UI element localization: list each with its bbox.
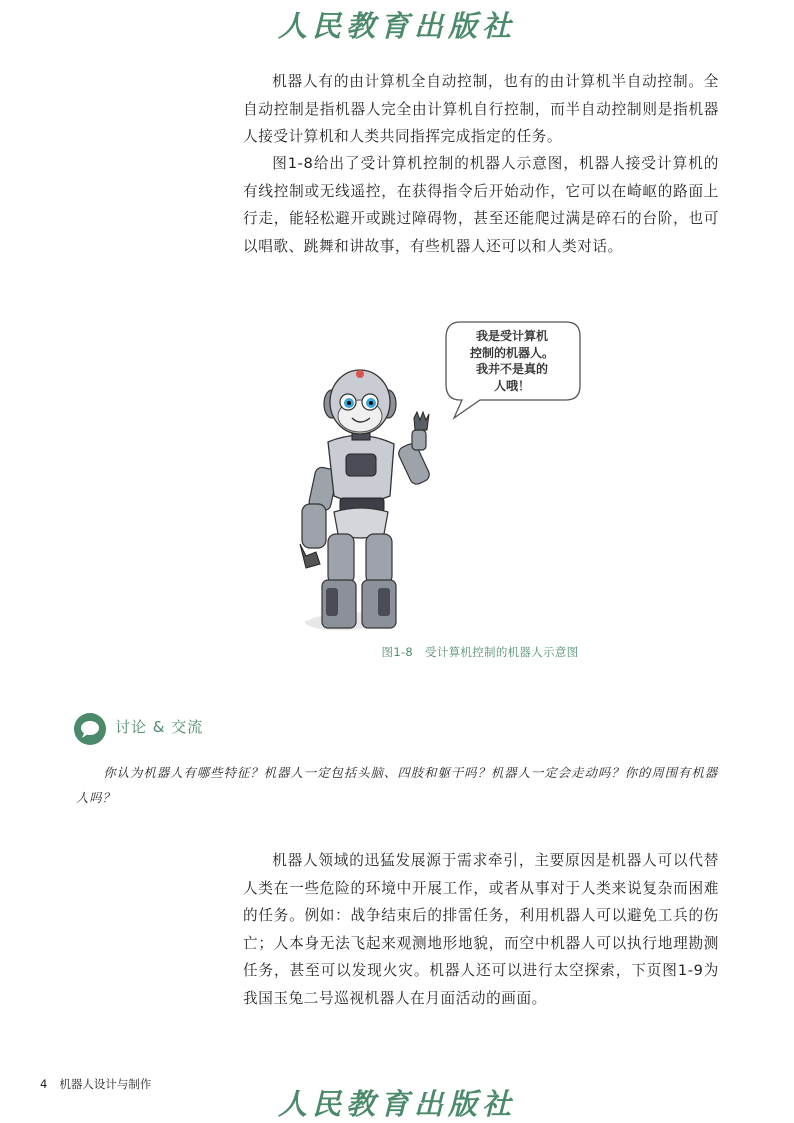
body-paragraph-1: 机器人有的由计算机全自动控制，也有的由计算机半自动控制。全自动控制是指机器人完全由计算机自行控制，而半自动控制则是指机器人接受计算机和人类共同指挥完成指定的任务。: [243, 73, 719, 145]
body-paragraph-3: 机器人领域的迅猛发展源于需求牵引，主要原因是机器人可以代替人类在一些危险的环境中开展工作，或者从事对于人类来说复杂而困难的任务。例如：战争结束后的排雷任务，利用机器人可以避免工兵的伤亡；人本身无法飞起来观测地形地貌，而空中机器人可以执行地理勘测任务，甚至可以发现火灾。机器人还可以进行太空探索，下页图1-9为我国玉兔二号巡视机器人在月面活动的画面。: [243, 852, 719, 1007]
page-number: 4: [40, 1077, 48, 1091]
figure-caption: [262, 644, 698, 660]
discussion-icon: [74, 713, 106, 745]
robot: [300, 370, 432, 630]
publisher-logo-top: 人民教育出版社: [277, 9, 516, 43]
book-title: 机器人设计与制作: [59, 1077, 152, 1091]
figure-caption-text: 受计算机控制的机器人示意图: [425, 645, 579, 659]
speech-bubble-text: 我是受计算机 控制的机器人。 我并不是真的 人哦！: [469, 329, 554, 393]
publisher-logo-bottom: 人民教育出版社: [277, 1087, 516, 1121]
discussion-text: 你认为机器人有哪些特征？机器人一定包括头脑、四肢和躯干吗？机器人一定会走动吗？你的周围有机器人吗？: [76, 765, 718, 805]
figure-number: 图1-8: [381, 645, 414, 659]
body-paragraph-2: 图1-8给出了受计算机控制的机器人示意图，机器人接受计算机的有线控制或无线遥控，在获得指令后开始动作，它可以在崎岖的路面上行走，能轻松避开或跳过障碍物，甚至还能爬过满是碎石的台阶，也可以唱歌、跳舞和讲故事，有些机器人还可以和人类对话。: [243, 155, 719, 255]
discussion-title: 讨论 & 交流: [115, 718, 204, 736]
